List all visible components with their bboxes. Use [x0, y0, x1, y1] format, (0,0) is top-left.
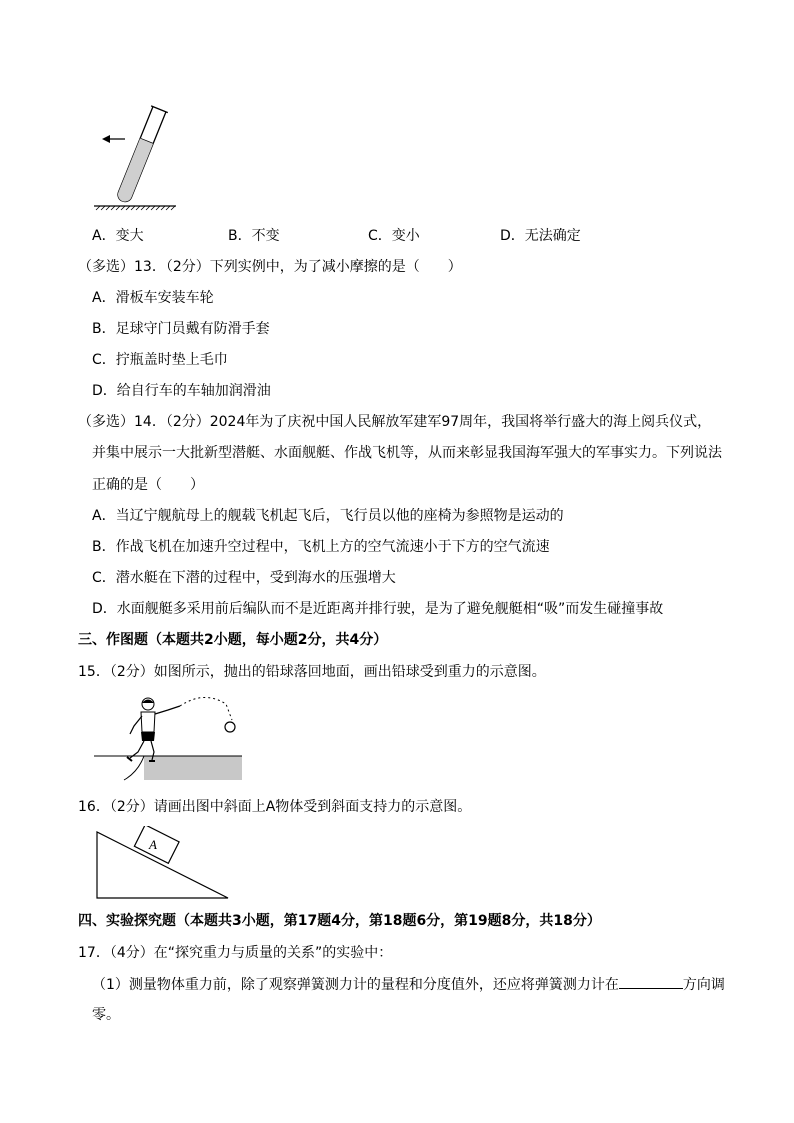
- q12-option-d: D．无法确定: [500, 228, 581, 244]
- block-a-label: A: [149, 837, 157, 852]
- q14-option-a: A．当辽宁舰航母上的舰载飞机起飞后，飞行员以他的座椅为参照物是运动的: [92, 508, 564, 524]
- q12-option-c: C．变小: [368, 228, 420, 244]
- test-tube-figure: [90, 98, 180, 213]
- q17-part1-text-a: （1）测量物体重力前，除了观察弹簧测力计的量程和分度值外，还应将弹簧测力计在: [92, 977, 619, 993]
- q13-option-b: B．足球守门员戴有防滑手套: [92, 321, 270, 337]
- q14-option-d: D．水面舰艇多采用前后编队而不是近距离并排行驶，是为了避免舰艇相“吸”而发生碰撞事故: [92, 601, 664, 617]
- q13-option-d: D．给自行车的车轴加润滑油: [92, 383, 271, 399]
- q13-option-c: C．拧瓶盖时垫上毛巾: [92, 352, 228, 368]
- q13-stem: （多选）13．（2分）下列实例中，为了减小摩擦的是（ ）: [78, 259, 462, 275]
- shot-put-figure: [94, 694, 246, 786]
- q17-part1-text-b: 方向调: [682, 977, 725, 993]
- q16-stem: 16．（2分）请画出图中斜面上A物体受到斜面支持力的示意图。: [78, 799, 472, 815]
- q12-option-a: A．变大: [92, 228, 144, 244]
- q17-part1-line2: 零。: [92, 1007, 120, 1023]
- incline-figure: [94, 826, 234, 902]
- q17-stem: 17．（4分）在“探究重力与质量的关系”的实验中：: [78, 945, 393, 961]
- q14-stem-line1: （多选）14．（2分）2024年为了庆祝中国人民解放军建军97周年，我国将举行盛大的海上阅兵仪式，: [78, 414, 712, 430]
- shot-ball: [225, 722, 235, 732]
- section-3-heading: 三、作图题（本题共2小题，每小题2分，共4分）: [78, 632, 388, 648]
- q14-option-c: C．潜水艇在下潜的过程中，受到海水的压强增大: [92, 570, 396, 586]
- q12-option-b: B．不变: [228, 228, 280, 244]
- q14-stem-line3: 正确的是（ ）: [92, 477, 204, 493]
- q14-stem-line2: 并集中展示一大批新型潜艇、水面舰艇、作战飞机等，从而来彰显我国海军强大的军事实力。下列说法: [92, 445, 722, 461]
- q15-stem: 15．（2分）如图所示，抛出的铅球落回地面，画出铅球受到重力的示意图。: [78, 664, 546, 680]
- q14-option-b: B．作战飞机在加速升空过程中，飞机上方的空气流速小于下方的空气流速: [92, 539, 550, 555]
- q17-part1-line1: [92, 974, 725, 995]
- section-4-heading: 四、实验探究题（本题共3小题，第17题4分，第18题6分，第19题8分，共18分）: [78, 913, 601, 929]
- q17-answer-blank[interactable]: [619, 974, 683, 989]
- q13-option-a: A．滑板车安装车轮: [92, 290, 214, 306]
